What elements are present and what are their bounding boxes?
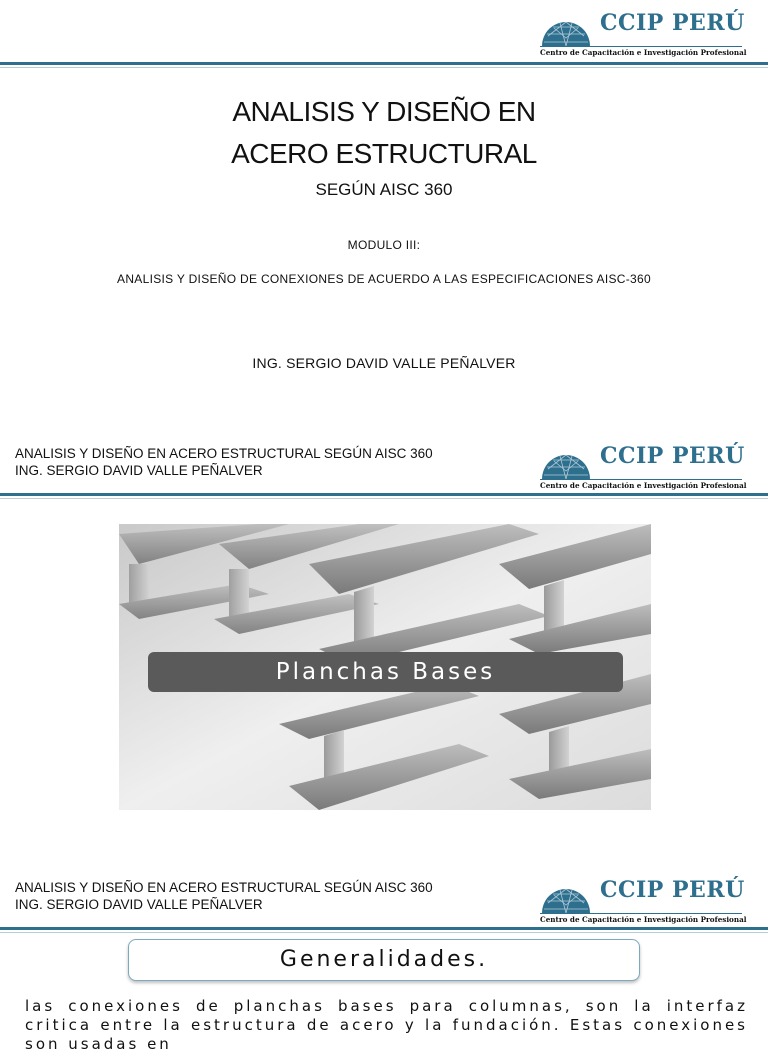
cover-subtitle: SEGÚN AISC 360 [315,180,453,199]
module-label: MODULO III: [347,238,421,252]
cover-title-line2: ACERO ESTRUCTURAL [231,138,537,169]
cover-title-line1: ANALISIS Y DISEÑO EN [232,96,536,127]
module-description: ANALISIS Y DISEÑO DE CONEXIONES DE ACUERDO A LAS ESPECIFICACIONES AISC-360 [117,272,651,286]
header-rule [0,927,768,930]
brand-name: CCIP PERÚ [600,443,745,469]
section-title: Generalidades. [128,939,640,981]
slide-header-author: ING. SERGIO DAVID VALLE PEÑALVER [15,897,263,912]
slide-header-title: ANALISIS Y DISEÑO EN ACERO ESTRUCTURAL SEGÚN AISC 360 [15,880,433,895]
header-rule-thin [0,67,768,68]
header-rule-thin [0,498,768,499]
header-rule-thin [0,932,768,933]
brand-name: CCIP PERÚ [600,877,745,903]
brand-tagline: Centro de Capacitación e Investigación Profesional [540,481,747,490]
brand-tagline: Centro de Capacitación e Investigación Profesional [540,915,747,924]
slide-banner-title: Planchas Bases [148,652,623,692]
header-rule [0,493,768,496]
body-paragraph: las conexiones de planchas bases para columnas, son la interfaz critica entre la estructura de acero y la fundación. Estas conexiones son usadas en [25,997,748,1053]
slide-header-title: ANALISIS Y DISEÑO EN ACERO ESTRUCTURAL SEGÚN AISC 360 [15,446,433,461]
brand-logo [540,439,750,491]
brand-logo [540,873,750,925]
brand-name: CCIP PERÚ [600,10,745,36]
cover-author: ING. SERGIO DAVID VALLE PEÑALVER [252,355,516,371]
brand-logo [540,6,750,58]
brand-tagline: Centro de Capacitación e Investigación Profesional [540,48,747,57]
slide-header-author: ING. SERGIO DAVID VALLE PEÑALVER [15,463,263,478]
header-rule [0,62,768,65]
